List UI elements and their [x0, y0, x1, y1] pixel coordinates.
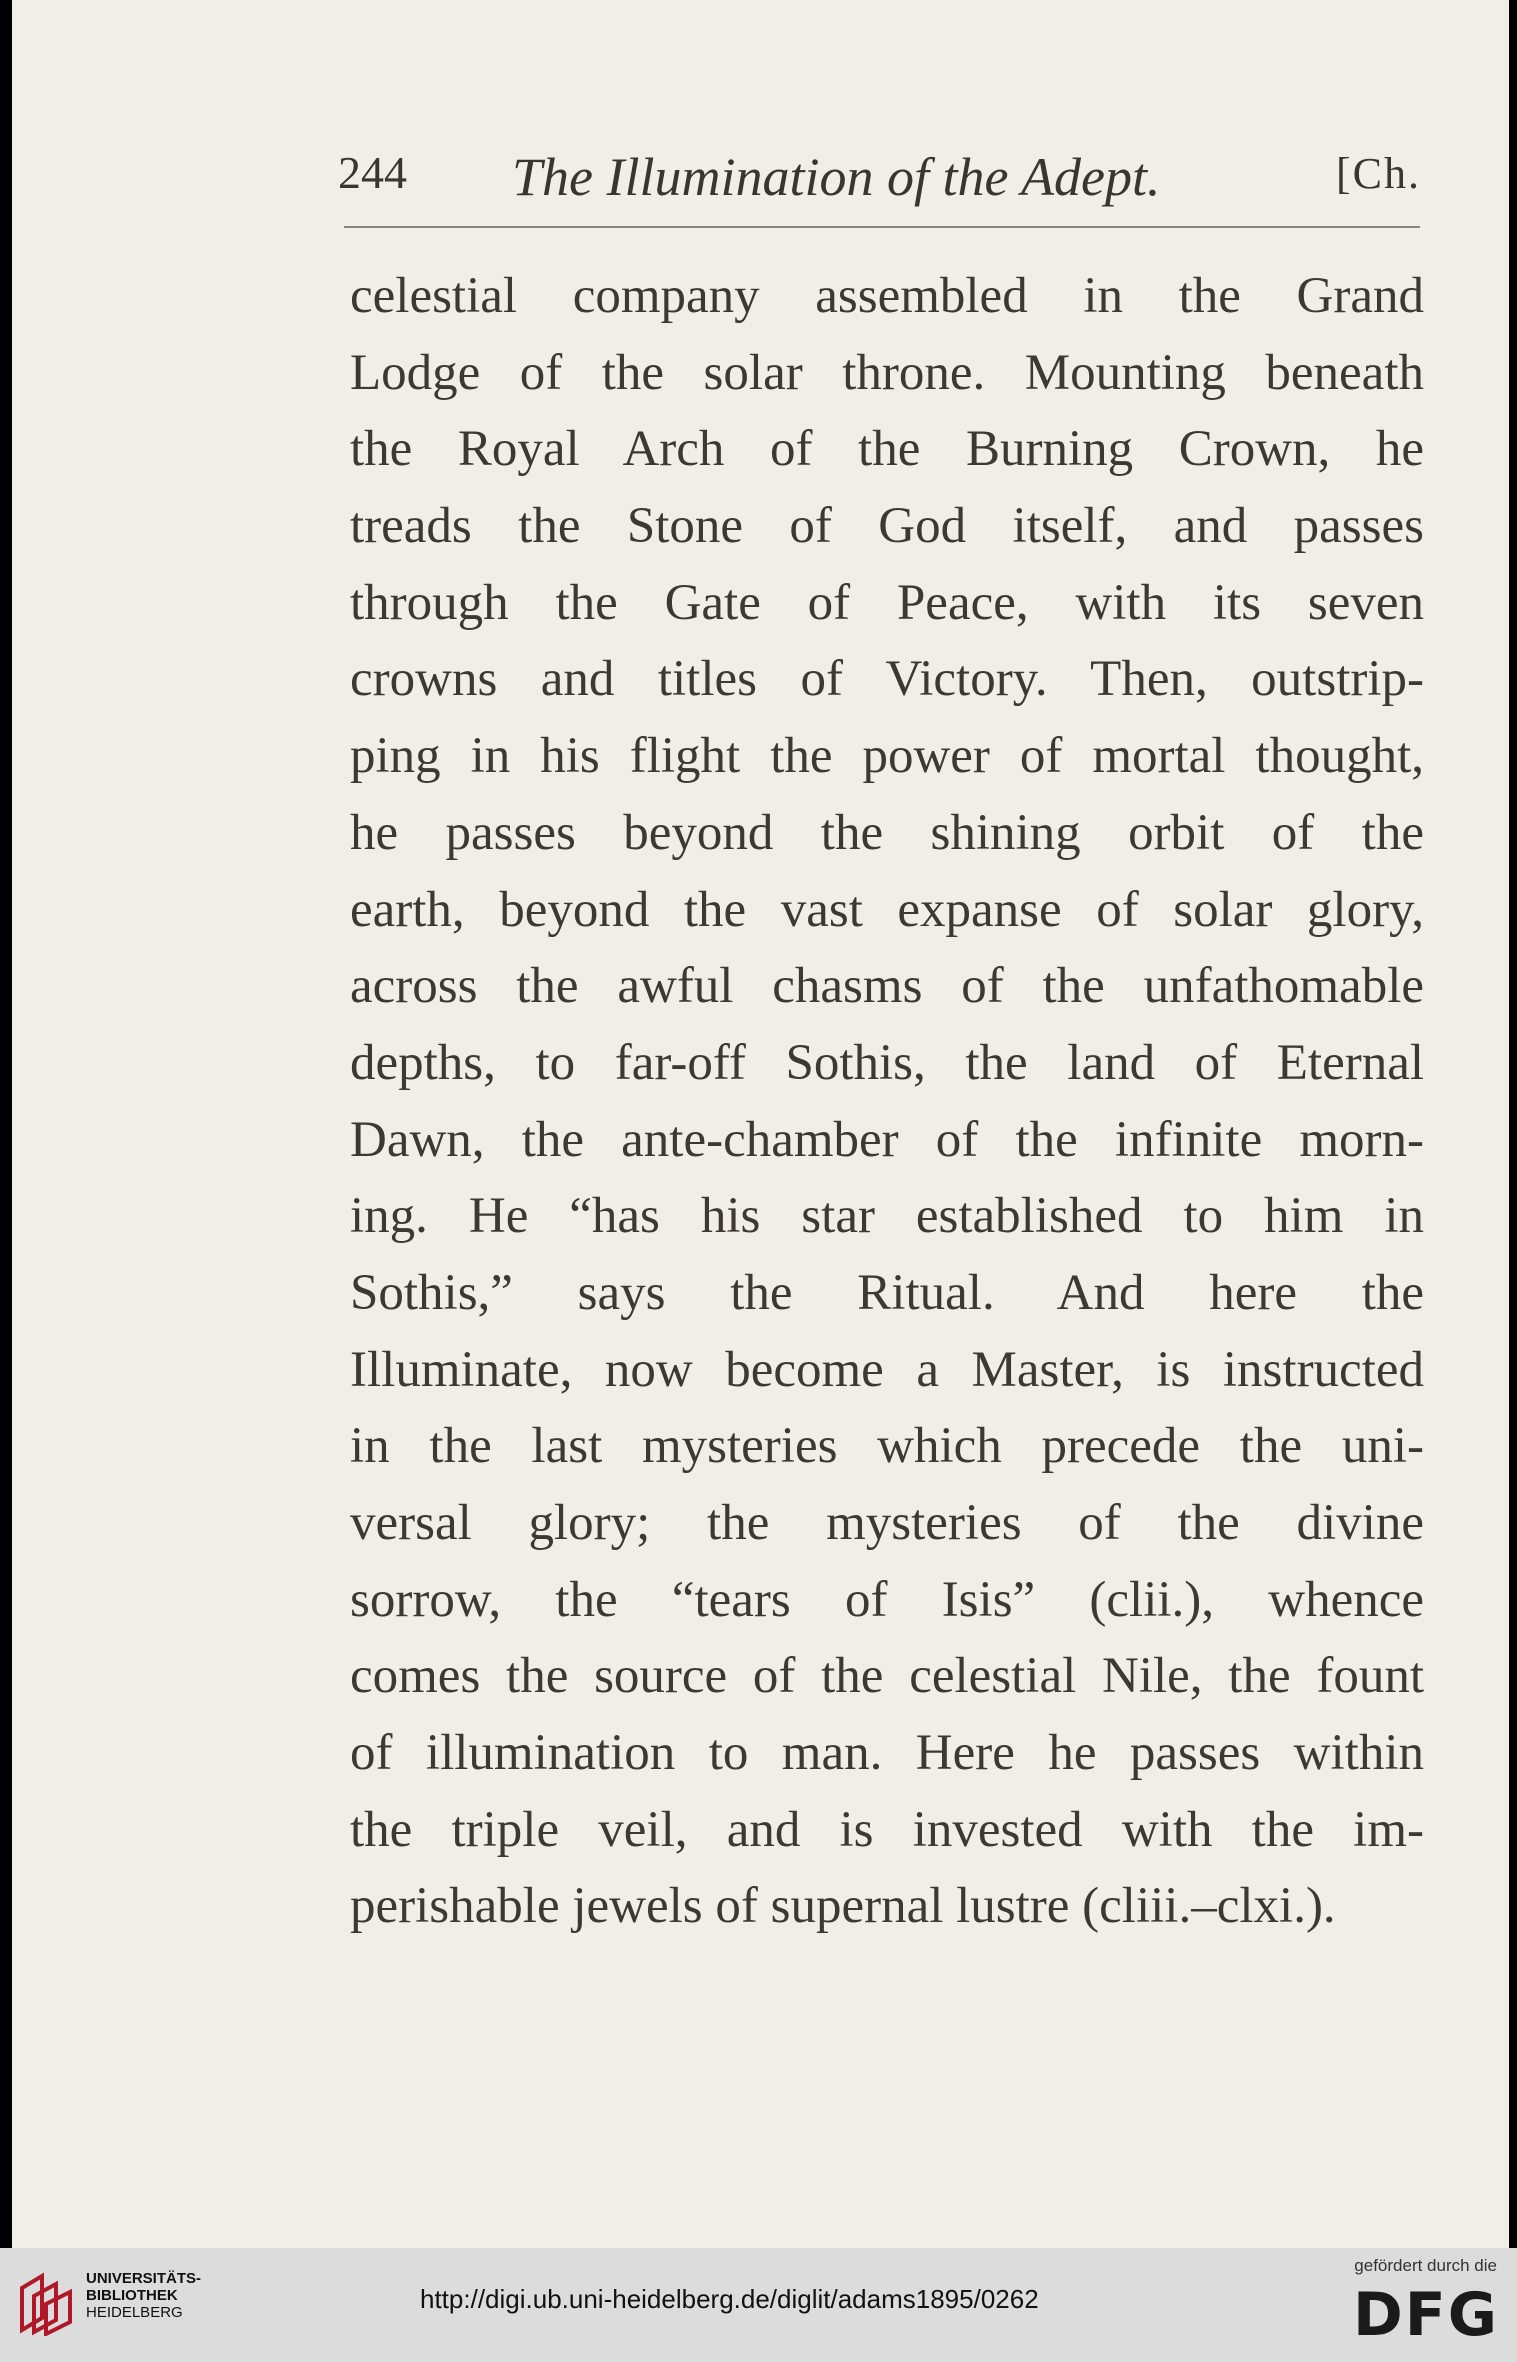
text-line: he passes beyond the shining orbit of the [350, 804, 1424, 861]
text-line: treads the Stone of God itself, and passes [350, 498, 1424, 555]
text-line: celestial company assembled in the Grand [350, 268, 1424, 324]
header-rule [344, 226, 1420, 228]
source-url-link[interactable]: http://digi.ub.uni-heidelberg.de/diglit/adams1895/0262 [420, 2284, 1039, 2314]
text-line: perishable jewels of supernal lustre (cliii.–clxi.). [350, 1878, 1336, 1935]
text-line: ping in his flight the power of mortal thought, [350, 728, 1424, 785]
text-line: Illuminate, now become a Master, is instructed [350, 1341, 1424, 1398]
library-name[interactable] [86, 2270, 201, 2321]
body-text [350, 258, 1424, 1945]
text-line: through the Gate of Peace, with its seven [350, 574, 1424, 631]
text-line: the triple veil, and is invested with the im- [350, 1801, 1424, 1858]
running-head [12, 146, 1509, 216]
text-line: of illumination to man. Here he passes within [350, 1725, 1424, 1782]
library-logo-icon[interactable] [16, 2270, 76, 2336]
text-line: ing. He “has his star established to him in [350, 1188, 1424, 1245]
text-line: sorrow, the “tears of Isis” (clii.), whence [350, 1571, 1424, 1628]
text-line: Dawn, the ante-chamber of the infinite morn- [350, 1111, 1424, 1168]
library-name-line: UNIVERSITÄTS- [86, 2270, 202, 2287]
dfg-logo[interactable]: DFG [1352, 2280, 1499, 2350]
library-name-line: HEIDELBERG [86, 2304, 183, 2321]
running-title: The Illumination of the Adept. [512, 147, 1161, 207]
book-page [12, 0, 1509, 2248]
text-line: crowns and titles of Victory. Then, outstrip- [350, 651, 1424, 708]
text-line: versal glory; the mysteries of the divine [350, 1495, 1424, 1551]
text-line: the Royal Arch of the Burning Crown, he [350, 421, 1424, 478]
text-line: comes the source of the celestial Nile, the fount [350, 1648, 1424, 1705]
text-line: earth, beyond the vast expanse of solar glory, [350, 881, 1424, 938]
text-line: Sothis,” says the Ritual. And here the [350, 1264, 1424, 1321]
library-name-line: BIBLIOTHEK [86, 2287, 178, 2304]
text-line: depths, to far-off Sothis, the land of Eternal [350, 1034, 1424, 1091]
page-number: 244 [338, 147, 407, 198]
sponsor-caption: gefördert durch die [1354, 2256, 1497, 2275]
viewer-footer [0, 2248, 1517, 2362]
text-line: in the last mysteries which precede the uni- [350, 1418, 1424, 1475]
text-line: across the awful chasms of the unfathomable [350, 958, 1424, 1015]
text-line: Lodge of the solar throne. Mounting beneath [350, 344, 1424, 401]
chapter-mark: [Ch. [1336, 149, 1421, 198]
